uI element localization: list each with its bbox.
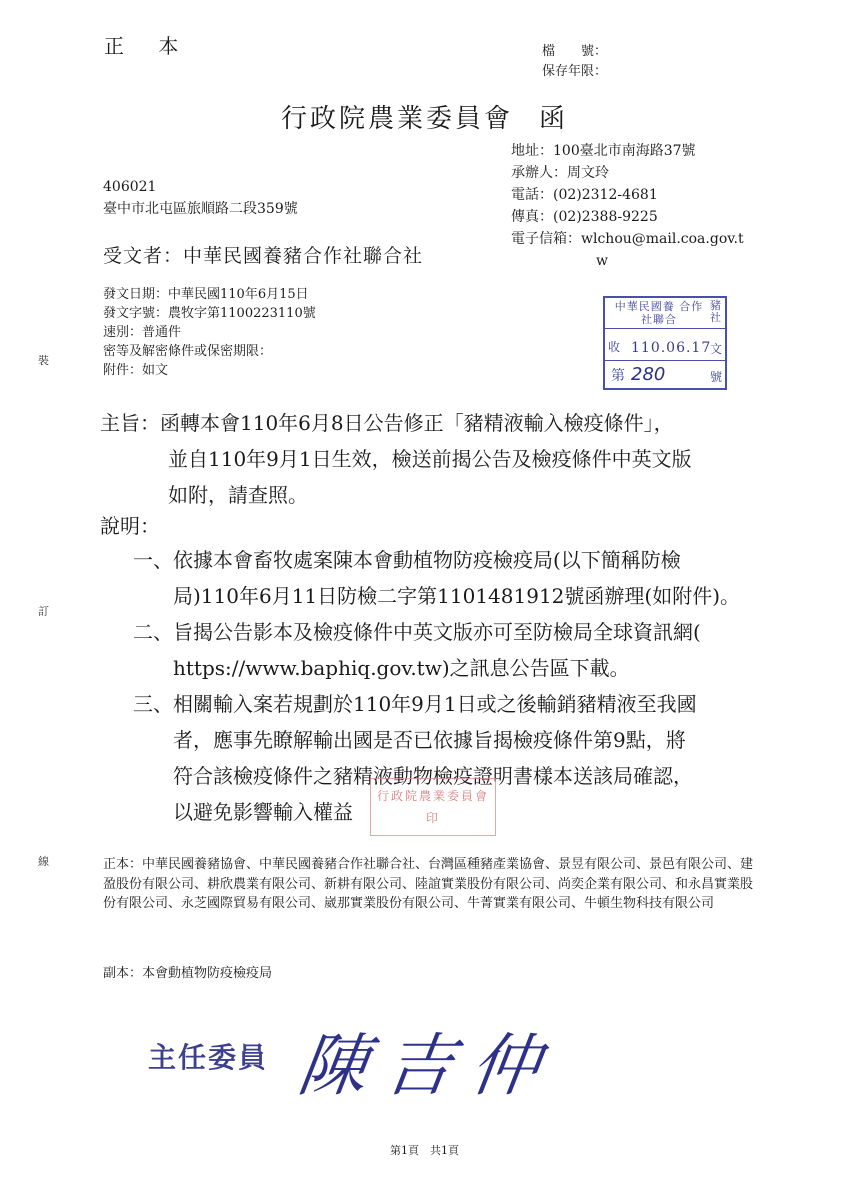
sender-email-continued: w [596,253,608,269]
stamp-right-bottom: 號 [709,370,722,384]
subject-line: 主旨：函轉本會110年6月8日公告修正「豬精液輸入檢疫條件」， [100,411,674,435]
retention-period-label: 保存年限： [542,64,608,79]
copy-distribution: 副本：本會動植物防疫檢疫局 [103,966,273,981]
stamp-right-mid: 文 [709,342,722,356]
received-stamp [603,296,727,390]
explanation-line: 以避免影響輸入權益 [173,800,353,824]
explanation-line: 局)110年6月11日防檢二字第1101481912號函辦理(如附件)。 [173,584,741,608]
recipient-address: 臺中市北屯區旅順路二段359號 [103,201,298,217]
explanation-line: 一、依據本會畜牧處案陳本會動植物防疫檢疫局(以下簡稱防檢 [133,548,681,572]
binding-mark: 訂 [38,605,49,618]
file-number-label: 檔 號： [542,44,608,59]
explanation-line: https://www.baphiq.gov.tw)之訊息公告區下載。 [173,656,630,680]
stamp-date: 110.06.17 [631,340,712,356]
archive-info [542,42,607,82]
explanation-line: 者，應事先瞭解輸出國是否已依據旨揭檢疫條件第9點，將 [173,728,686,752]
attachment-note: 附件：如文 [103,363,169,378]
document-type: 函 [539,104,569,134]
document-number: 發文字號：農牧字第1100223110號 [103,306,316,321]
document-title [0,98,849,135]
sender-handler: 承辦人：周文玲 [511,165,609,181]
sender-address: 地址：100臺北市南海路37號 [511,143,696,159]
signatory-signature: 陳吉仲 [293,1027,563,1106]
recipient-line: 受文者：中華民國養豬合作社聯合社 [103,245,424,267]
explanation-item [133,542,740,614]
issuing-organization: 行政院農業委員會 [280,104,513,134]
stamp-number [611,364,665,385]
stamp-organization: 中華民國養 合作社聯合 [614,300,704,326]
delivery-speed: 速別：普通件 [103,325,182,340]
document-meta [103,285,316,380]
page-number: 第1頁 共1頁 [390,1144,459,1157]
binding-mark: 裝 [38,354,49,367]
stamp-right-top: 豬社 [710,299,721,324]
signatory-title: 主任委員 [148,1041,269,1074]
stamp-number-prefix: 第 [611,368,625,384]
official-seal: 行政院農業委員會印 [370,778,496,836]
recipient-zip: 406021 [103,179,157,195]
subject-line: 如附，請查照。 [168,483,308,507]
explanation-line: 符合該檢疫條件之豬精液動物檢疫證明書樣本送該局確認， [173,764,693,788]
explanation-item [133,614,701,686]
sender-email: 電子信箱：wlchou@mail.coa.gov.t [511,231,744,247]
copy-type-label: 正 本 [104,34,193,58]
explanation-line: 二、旨揭公告影本及檢疫條件中英文版亦可至防檢局全球資訊網( [133,620,701,644]
original-distribution: 正本：中華民國養豬協會、中華民國養豬合作社聯合社、台灣區種豬產業協會、景昱有限公司、景邑有限公司、建盈股份有限公司、耕欣農業有限公司、新耕有限公司、陸誼實業股份有限公司、尚奕企業有限公司、和永昌實業股份有限公司、永芝國際貿易有限公司、崴那實業股份有限公司、牛菁實業有限公司、牛頓生物科技有限公司 [103,857,754,911]
stamp-received-char: 收 [608,340,621,354]
stamp-divider [605,328,725,329]
stamp-divider [605,360,725,361]
subject-line: 並自110年9月1日生效，檢送前揭公告及檢疫條件中英文版 [168,447,692,471]
sender-fax: 傳真：(02)2388-9225 [511,209,658,225]
security-level: 密等及解密條件或保密期限： [103,344,273,359]
explanation-line: 三、相關輸入案若規劃於110年9月1日或之後輸銷豬精液至我國 [133,692,697,716]
sender-phone: 電話：(02)2312-4681 [511,187,658,203]
explanation-heading: 說明： [100,514,160,538]
subject-section [100,405,692,513]
binding-mark: 線 [38,855,49,868]
stamp-number-handwritten: 280 [631,364,666,385]
sender-contact-block [511,140,744,272]
recipient-address-block [103,176,298,220]
issue-date: 發文日期：中華民國110年6月15日 [103,287,309,302]
